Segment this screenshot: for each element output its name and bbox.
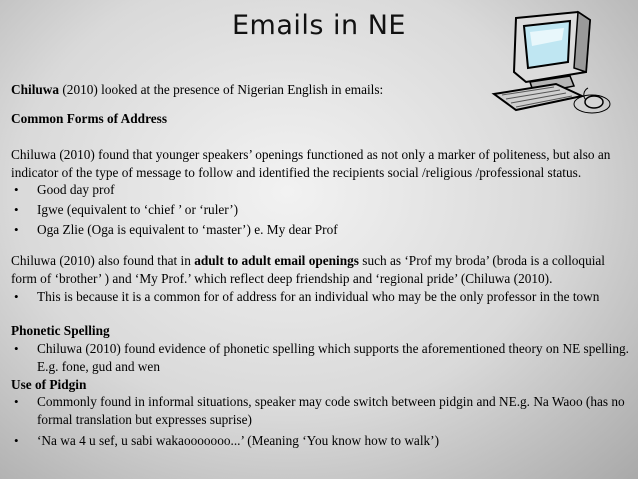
bullet-list-professor — [11, 288, 629, 306]
list-item: • This is because it is a common for of address for an individual who may be the only professor in the town — [11, 288, 629, 306]
bullet-list-pidgin — [11, 393, 629, 450]
paragraph-adult-openings: Chiluwa (2010) also found that in adult to adult email openings such as ‘Prof my broda’ (broda is a colloquial form of ‘brother’ ) and ‘My Prof.’ which reflect deep friendship and ‘regional pride’ (Chiluwa (2010). — [11, 253, 606, 286]
list-item: • Good day prof — [11, 181, 629, 199]
list-item: • Commonly found in informal situations, speaker may code switch between pidgin and NE.g. Na Waoo (has no formal translation but expresses suprise) — [11, 393, 629, 429]
bullet-list-openings — [11, 181, 629, 239]
heading-common-forms: Common Forms of Address — [11, 111, 167, 126]
heading-phonetic-spelling: Phonetic Spelling — [11, 323, 110, 338]
bullet-list-phonetic — [11, 340, 629, 376]
heading-use-of-pidgin: Use of Pidgin — [11, 377, 87, 392]
list-item: • Oga Zlie (Oga is equivalent to ‘master’) e. My dear Prof — [11, 221, 629, 239]
slide-title: Emails in NE — [231, 10, 406, 41]
paragraph-younger-speakers: Chiluwa (2010) found that younger speakers’ openings functioned as not only a marker of politeness, but also an indicator of the type of message to follow and identified the recipients social /religious /professional status. — [11, 147, 611, 180]
list-item: • ‘Na wa 4 u sef, u sabi wakaooooooo...’ (Meaning ‘You know how to walk’) — [11, 432, 629, 450]
list-item: • Igwe (equivalent to ‘chief ’ or ‘ruler’) — [11, 201, 629, 219]
computer-clipart-icon — [486, 10, 616, 122]
list-item: • Chiluwa (2010) found evidence of phonetic spelling which supports the aforementioned theory on NE spelling. E.g. fone, gud and wen — [11, 340, 629, 376]
intro-line: Chiluwa (2010) looked at the presence of Nigerian English in emails: — [11, 82, 384, 97]
